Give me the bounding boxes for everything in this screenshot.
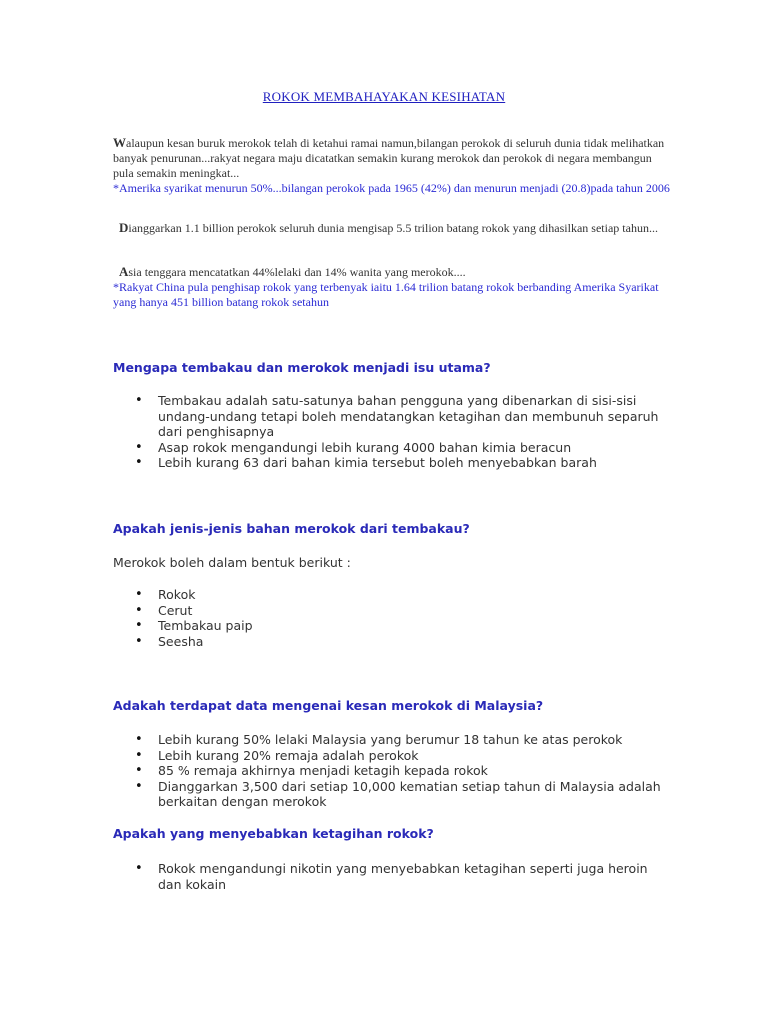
drop-letter: W — [113, 135, 126, 150]
section-heading: Adakah terdapat data mengenai kesan merokok di Malaysia? — [113, 698, 544, 713]
list-item — [113, 618, 673, 634]
list-item-text: Rokok mengandungi nikotin yang menyebabkan ketagihan seperti juga heroin dan kokain — [158, 861, 648, 892]
list-item — [113, 634, 673, 650]
bullet-icon: • — [135, 439, 143, 455]
section4-list — [113, 861, 673, 892]
intro-paragraph-1 — [113, 135, 673, 196]
list-item-text: Cerut — [158, 602, 193, 618]
list-item-text: Seesha — [158, 633, 204, 649]
list-item-text: Rokok — [158, 587, 196, 602]
list-item-text: Dianggarkan 3,500 dari setiap 10,000 kematian setiap tahun di Malaysia adalah berkaitan dengan merokok — [158, 778, 661, 809]
bullet-icon: • — [135, 633, 143, 649]
intro-text: sia tenggara mencatatkan 44%lelaki dan 14% wanita yang merokok.... — [128, 265, 466, 279]
list-item-text: Tembakau paip — [158, 618, 253, 633]
list-item — [113, 603, 673, 619]
drop-letter: D — [119, 220, 129, 235]
list-item-text: Lebih kurang 50% lelaki Malaysia yang berumur 18 tahun ke atas perokok — [158, 732, 623, 747]
bullet-icon: • — [135, 393, 143, 408]
section3-list — [113, 732, 673, 810]
intro-note: *Amerika syarikat menurun 50%...bilangan perokok pada 1965 (42%) dan menurun menjadi (20.8)pada tahun 2006 — [113, 181, 670, 195]
list-item-text: 85 % remaja akhirnya menjadi ketagih kepada rokok — [158, 763, 488, 778]
page-title: ROKOK MEMBAHAYAKAN KESIHATAN — [262, 89, 506, 104]
bullet-icon: • — [135, 602, 143, 618]
list-item — [113, 763, 673, 779]
section2-list — [113, 587, 673, 649]
section-heading: Apakah jenis-jenis bahan merokok dari tembakau? — [113, 521, 470, 536]
bullet-icon: • — [135, 455, 143, 470]
list-item — [113, 393, 673, 440]
list-item-text: Tembakau adalah satu-satunya bahan pengguna yang dibenarkan di sisi-sisi undang-undang tetapi boleh mendatangkan ketagihan dan membunuh separuh dari penghisapnya — [158, 393, 659, 439]
bullet-icon: • — [135, 618, 143, 633]
section-heading: Apakah yang menyebabkan ketagihan rokok? — [113, 826, 434, 841]
list-item — [113, 779, 673, 810]
list-item — [113, 748, 673, 764]
list-item — [113, 455, 673, 471]
bullet-icon: • — [135, 732, 143, 747]
intro-text: alaupun kesan buruk merokok telah di ketahui ramai namun,bilangan perokok di seluruh dunia tidak melihatkan banyak penurunan...rakyat negara maju dicatatkan semakin kurang merokok dan perokok di negara membangun pula semakin meningkat... — [113, 136, 665, 180]
list-item — [113, 732, 673, 748]
bullet-icon: • — [135, 778, 143, 794]
intro-paragraph-2 — [113, 220, 673, 236]
intro-note: *Rakyat China pula penghisap rokok yang terbenyak iaitu 1.64 trilion batang rokok berbanding Amerika Syarikat yang hanya 451 billion batang rokok setahun — [113, 280, 659, 309]
intro-paragraph-3 — [113, 264, 673, 310]
list-item-text: Lebih kurang 63 dari bahan kimia tersebut boleh menyebabkan barah — [158, 455, 597, 470]
list-item — [113, 861, 673, 892]
section-heading: Mengapa tembakau dan merokok menjadi isu utama? — [113, 360, 491, 375]
list-item — [113, 440, 673, 456]
section-lead: Merokok boleh dalam bentuk berikut : — [113, 555, 351, 570]
drop-letter: A — [119, 264, 129, 279]
list-item-text: Asap rokok mengandungi lebih kurang 4000 bahan kimia beracun — [158, 439, 572, 455]
bullet-icon: • — [135, 747, 143, 763]
intro-text: ianggarkan 1.1 billion perokok seluruh dunia mengisap 5.5 trilion batang rokok yang dihasilkan setiap tahun... — [128, 221, 658, 235]
section1-list — [113, 393, 673, 471]
list-item — [113, 587, 673, 603]
bullet-icon: • — [135, 763, 143, 778]
bullet-icon: • — [135, 587, 143, 602]
list-item-text: Lebih kurang 20% remaja adalah perokok — [158, 747, 419, 763]
bullet-icon: • — [135, 861, 143, 876]
